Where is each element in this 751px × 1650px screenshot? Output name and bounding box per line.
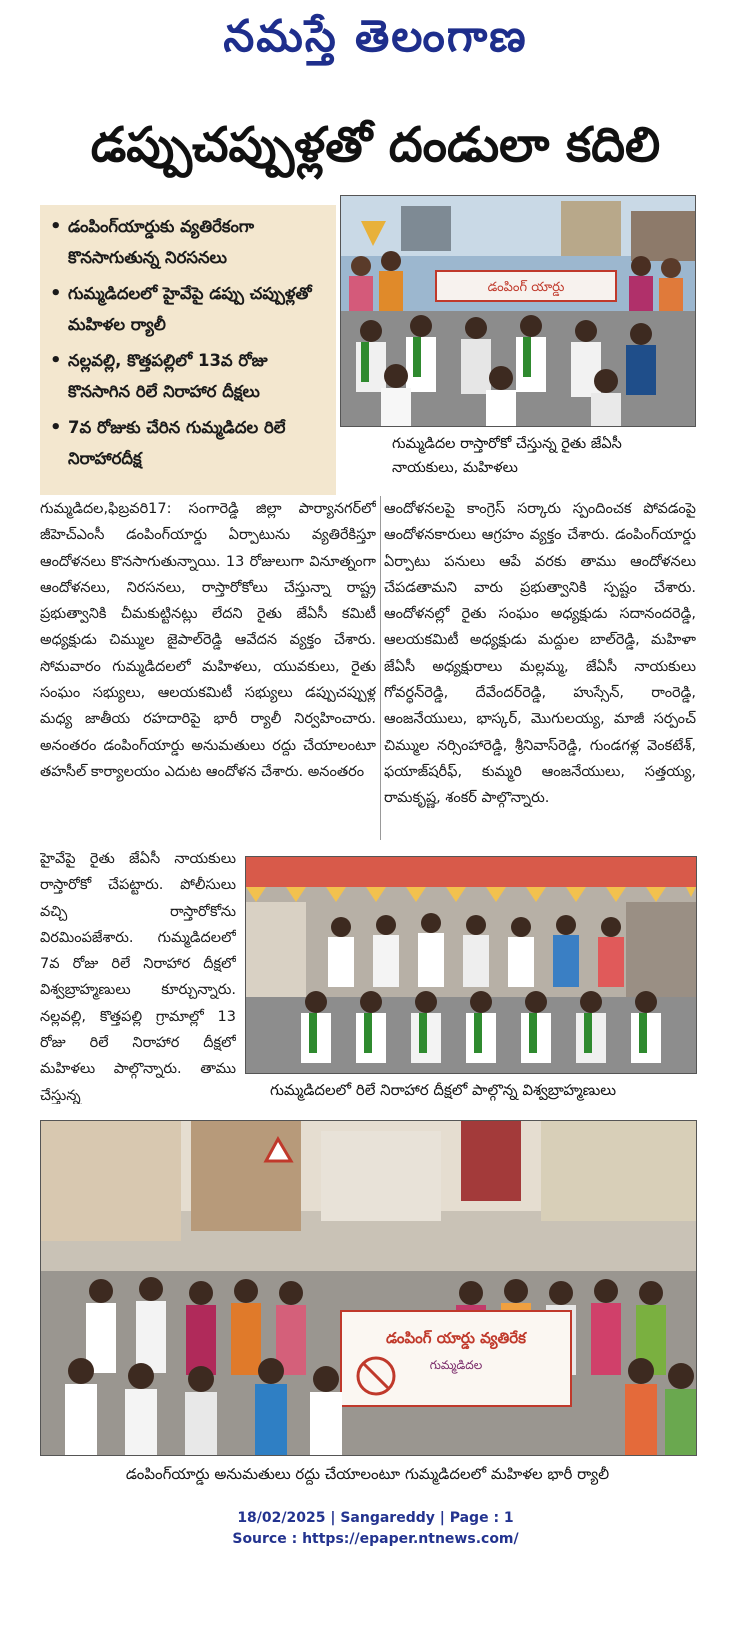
highlight-item: • గుమ్మడిదలలో హైవేపై డప్పు చప్పుళ్లతో మహిళల ర్యాలీ	[50, 278, 326, 340]
hunger-strike-photo-illustration	[246, 857, 696, 1073]
highlight-item: • నల్లవల్లి, కొత్తపల్లిలో 13వ రోజు కొనసాగిన రిలే నిరాహార దీక్షలు	[50, 345, 326, 407]
bullet-icon: •	[50, 417, 62, 438]
bullet-icon: •	[50, 216, 62, 237]
masthead-logo: నమస్తే తెలంగాణ	[223, 11, 528, 62]
highlight-item: • 7వ రోజుకు చేరిన గుమ్మడిదల రిలే నిరాహారదీక్ష	[50, 412, 326, 474]
rally-photo-illustration	[41, 1121, 696, 1455]
footer-date-edition: 18/02/2025 | Sangareddy | Page : 1	[237, 1510, 514, 1526]
highlight-item: • డంపింగ్‌యార్డుకు వ్యతిరేకంగా కొనసాగుతున్న నిరసనలు	[50, 211, 326, 273]
protest-photo-illustration	[341, 196, 695, 426]
headline: డప్పుచప్పుళ్లతో దండులా కదిలి	[90, 117, 661, 173]
photo-caption: డంపింగ్‌యార్డు అనుమతులు రద్దు చేయాలంటూ గుమ్మడిదలలో మహిళల భారీ ర్యాలీ	[125, 1465, 610, 1483]
photo-caption: గుమ్మడిదలలో రిలే నిరాహార దీక్షలో పాల్గొన్న విశ్వబ్రాహ్మణులు	[270, 1081, 617, 1099]
article-column-narrow: హైవేపై రైతు జేఏసీ నాయకులు రాస్తారోకో చేపట్టారు. పోలీసులు వచ్చి రాస్తారోకోను విరమింపజేశారు. గుమ్మడిదలలో 7వ రోజు రిలే నిరాహార దీక్షలో విశ్వబ్రాహ్మణులు కూర్చున్నారు. నల్లవల్లి, కొత్తపల్లి గ్రామాల్లో 13 రోజు రిలే నిరాహార దీక్షలో మహిళలు పాల్గొన్నారు. తాము చేస్తున్న	[40, 851, 236, 1104]
photo-rasta-roko	[340, 195, 696, 427]
highlights-box	[40, 205, 336, 495]
article-column-left: గుమ్మడిదల,ఫిబ్రవరి17: సంగారెడ్డి జిల్లా పార్యానగర్‌లో జీహెచ్‌ఎంసీ డంపింగ్‌యార్డు ఏర్పాటును వ్యతిరేకిస్తూ ఆందోళనలు కొనసాగుతున్నాయి. 13 రోజులుగా వినూత్నంగా ఆందోళనలు, నిరసనలు, రాస్తారోకోలు చేస్తున్నా రాష్ట్ర ప్రభుత్వానికి చీమకుట్టినట్లు లేదని రైతు జేఏసీ కమిటీ అధ్యక్షుడు చిమ్ముల జైపాల్‌రెడ్డి ఆవేదన వ్యక్తం చేశారు. సోమవారం గుమ్మడిదలలో మహిళలు, యువకులు, రైతు సంఘం సభ్యులు, ఆలయకమిటీ సభ్యులు డప్పుచప్పుళ్ల మధ్య జాతీయ రహదారిపై భారీ ర్యాలీ నిర్వహించారు. అనంతరం డంపింగ్‌యార్డు అనుమతులు రద్దు చేయాలంటూ తహసీల్ కార్యాలయం ఎదుట ఆందోళన చేశారు. అనంతరం	[40, 501, 376, 780]
photo-hunger-strike	[245, 856, 697, 1074]
banner-text: డంపింగ్ యార్డు	[487, 280, 565, 295]
bullet-icon: •	[50, 350, 62, 371]
column-divider	[380, 496, 381, 840]
bullet-icon: •	[50, 283, 62, 304]
banner-subtext: గుమ్మడిదల	[429, 1358, 483, 1372]
article-column-right: ఆందోళనలపై కాంగ్రెస్ సర్కారు స్పందించక పోవడంపై ఆందోళనకారులు ఆగ్రహం వ్యక్తం చేశారు. డంపింగ్‌యార్డు ఏర్పాటు పనులు ఆపే వరకు తాము ఆందోళనలు చేపడతామని వారు ప్రభుత్వానికి స్పష్టం చేశారు. ఆందోళనల్లో రైతు సంఘం అధ్యక్షుడు సదానందరెడ్డి, ఆలయకమిటీ అధ్యక్షుడు మద్దుల బాల్‌రెడ్డి, మహిళా జేఏసీ అధ్యక్షురాలు మల్లమ్మ, జేఏసీ నాయకులు గోవర్ధన్‌రెడ్డి, దేవేందర్‌రెడ్డి, హుస్సేన్, రాంరెడ్డి, ఆంజనేయులు, భాస్కర్, మొగులయ్య, మాజీ సర్పంచ్ చిమ్ముల నర్సింహారెడ్డి, శ్రీనివాస్‌రెడ్డి, గుండగళ్ల వెంకటేశ్, ఫయాజ్‌షరీఫ్, కుమ్మరి ఆంజనేయులు, సత్తయ్య, రామకృష్ణ, శంకర్ పాల్గొన్నారు.	[384, 501, 696, 807]
photo-womens-rally	[40, 1120, 697, 1456]
photo-caption: గుమ్మడిదల రాస్తారోకో చేస్తున్న రైతు జేఏసీ నాయకులు, మహిళలు	[392, 436, 622, 476]
banner-text: డంపింగ్ యార్డు వ్యతిరేక	[386, 1329, 526, 1347]
footer-source: Source : https://epaper.ntnews.com/	[232, 1531, 519, 1547]
